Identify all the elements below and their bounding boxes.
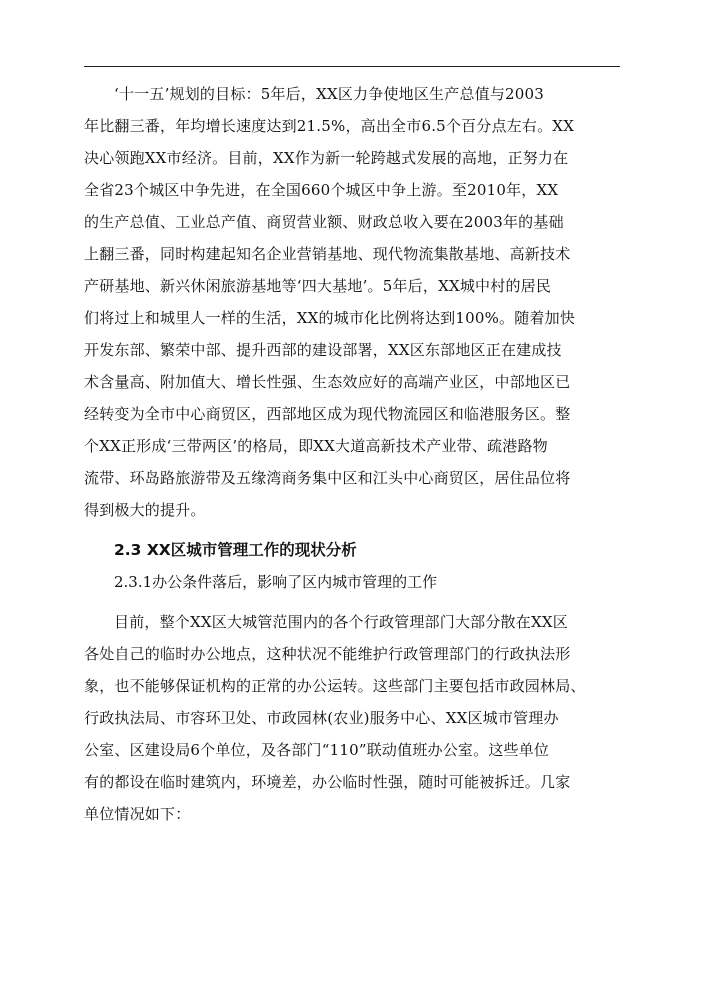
text-line: 经转变为全市中心商贸区，西部地区成为现代物流园区和临港服务区。整 (84, 405, 571, 423)
document-body (84, 78, 624, 830)
text-line: 的生产总值、工业总产值、商贸营业额、财政总收入要在2003年的基础 (84, 213, 564, 231)
text-line: 有的都设在临时建筑内，环境差，办公临时性强，随时可能被拆迁。几家 (84, 773, 571, 791)
header-rule (84, 66, 620, 67)
text-line: 单位情况如下： (84, 805, 191, 823)
text-line: 开发东部、繁荣中部、提升西部的建设部署，XX区东部地区正在建成技 (84, 341, 562, 359)
text-line: 们将过上和城里人一样的生活，XX的城市化比例将达到100%。随着加快 (84, 309, 576, 327)
text-line: 个XX正形成‘三带两区’的格局，即XX大道高新技术产业带、疏港路物 (84, 437, 548, 455)
text-line: 年比翻三番，年均增长速度达到21.5%，高出全市6.5个百分点左右。XX (84, 117, 575, 135)
text-line: 产研基地、新兴休闲旅游基地等‘四大基地’。5年后，XX城中村的居民 (84, 277, 552, 295)
text-line: 得到极大的提升。 (84, 501, 206, 519)
section-heading: 2.3 XX区城市管理工作的现状分析 (114, 541, 357, 559)
text-line: 流带、环岛路旅游带及五缘湾商务集中区和江头中心商贸区，居住品位将 (84, 469, 571, 487)
paragraph-office-conditions (84, 606, 624, 830)
text-line: 公室、区建设局6个单位，及各部门“110”联动值班办公室。这些单位 (84, 741, 550, 759)
subsection-heading: 2.3.1办公条件落后，影响了区内城市管理的工作 (114, 573, 438, 591)
text-line: 决心领跑XX市经济。目前，XX作为新一轮跨越式发展的高地，正努力在 (84, 149, 569, 167)
text-line: 象，也不能够保证机构的正常的办公运转。这些部门主要包括市政园林局、 (84, 677, 586, 695)
text-line: 行政执法局、市容环卫处、市政园林(农业)服务中心、XX区城市管理办 (84, 709, 559, 727)
text-line: 术含量高、附加值大、增长性强、生态效应好的高端产业区，中部地区已 (84, 373, 571, 391)
paragraph-goals (84, 78, 624, 526)
text-line: ‘十一五’规划的目标：5年后，XX区力争使地区生产总值与2003 (114, 85, 545, 103)
text-line: 上翻三番，同时构建起知名企业营销基地、现代物流集散基地、高新技术 (84, 245, 571, 263)
text-line: 各处自己的临时办公地点，这种状况不能维护行政管理部门的行政执法形 (84, 645, 571, 663)
text-line: 全省23个城区中争先进，在全国660个城区中争上游。至2010年，XX (84, 181, 559, 199)
text-line: 目前，整个XX区大城管范围内的各个行政管理部门大部分散在XX区 (114, 613, 568, 631)
